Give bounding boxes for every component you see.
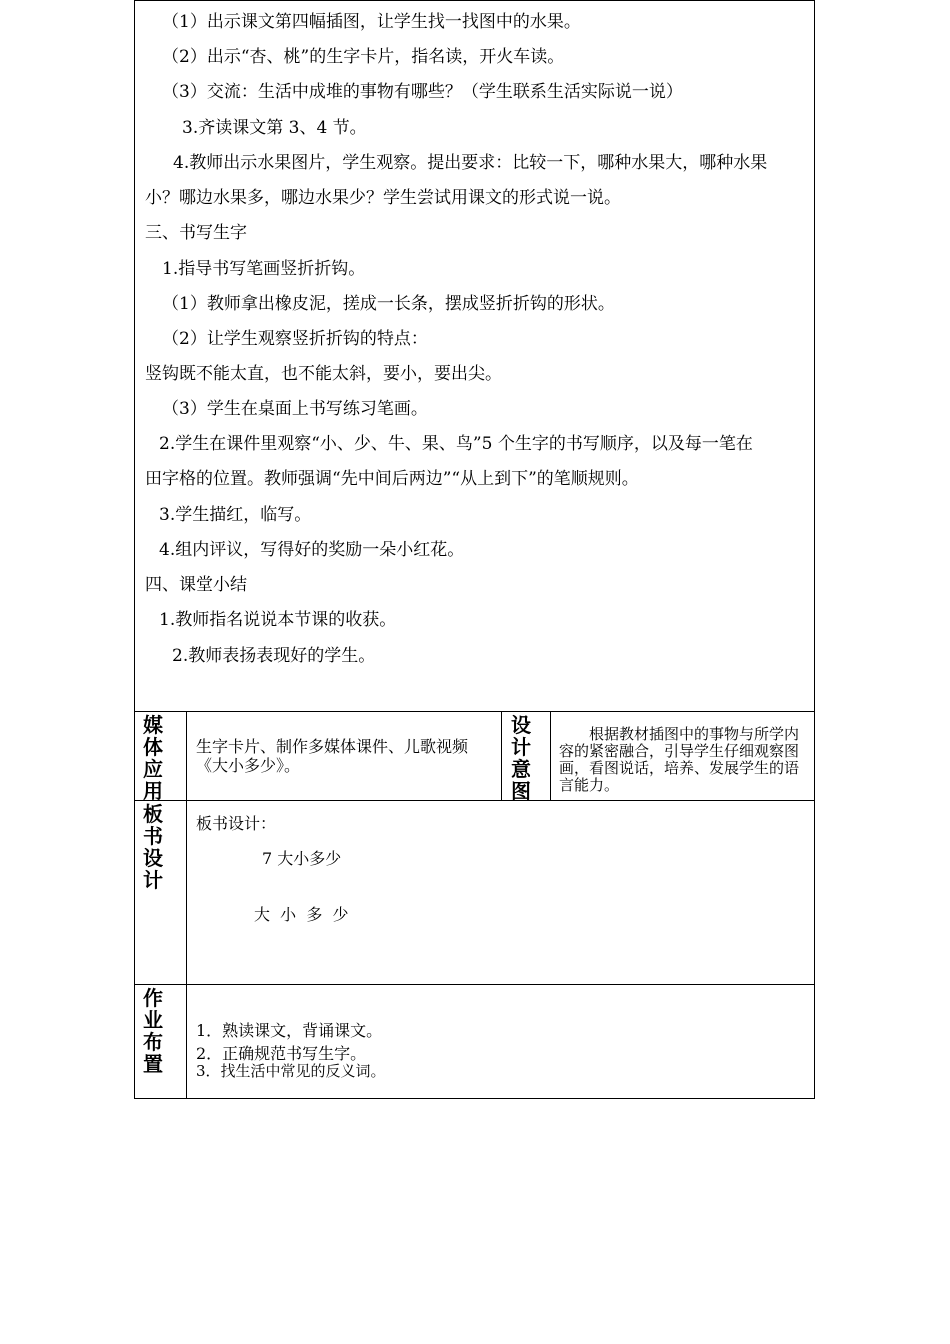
homework-item: 1．熟读课文，背诵课文。 <box>196 1021 383 1040</box>
procedure-line: 1.教师指名说说本节课的收获。 <box>159 610 397 630</box>
procedure-line: 2.学生在课件里观察“小、少、牛、果、鸟”5 个生字的书写顺序，以及每一笔在 <box>159 434 753 454</box>
homework-label-cell <box>135 985 187 1098</box>
homework-row <box>135 985 814 1098</box>
procedure-line: （3）学生在桌面上书写练习笔画。 <box>162 399 428 419</box>
board-label: 板书设计 <box>143 802 163 892</box>
homework-item: 3．找生活中常见的反义词。 <box>196 1062 386 1080</box>
procedure-line: 小？哪边水果多，哪边水果少？学生尝试用课文的形式说一说。 <box>145 188 621 208</box>
board-title: 7 大小多少 <box>262 849 342 868</box>
media-label: 媒体应用 <box>143 713 163 803</box>
procedure-line: （2）出示“杏、桃”的生字卡片，指名读，开火车读。 <box>162 47 565 67</box>
design-intent-content: 根据教材插图中的事物与所学内容的紧密融合，引导学生仔细观察图画，看图说话，培养、发展学生的语言能力。 <box>559 725 800 794</box>
procedure-line: （3）交流：生活中成堆的事物有哪些？（学生联系生活实际说一说） <box>162 82 683 102</box>
procedure-line: 4.组内评议，写得好的奖励一朵小红花。 <box>159 540 465 560</box>
board-heading: 板书设计： <box>196 814 277 833</box>
procedure-line: 田字格的位置。教师强调“先中间后两边”“从上到下”的笔顺规则。 <box>145 469 639 489</box>
section-heading: 四、课堂小结 <box>145 575 247 595</box>
procedure-line: 竖钩既不能太直，也不能太斜，要小，要出尖。 <box>145 364 502 384</box>
procedure-line: 4.教师出示水果图片，学生观察。提出要求：比较一下，哪种水果大，哪种水果 <box>173 153 768 173</box>
procedure-line: （1）教师拿出橡皮泥，搓成一长条，摆成竖折折钩的形状。 <box>162 294 615 314</box>
procedure-line: 1.指导书写笔画竖折折钩。 <box>162 259 366 279</box>
homework-label: 作业布置 <box>143 986 163 1076</box>
media-content: 生字卡片、制作多媒体课件、儿歌视频《大小多少》。 <box>196 737 469 775</box>
design-intent-label: 设计意图 <box>511 713 531 803</box>
board-characters: 大 小 多 少 <box>254 905 349 924</box>
media-label-cell <box>135 712 187 803</box>
procedure-line: 3.齐读课文第 3、4 节。 <box>182 118 367 138</box>
procedure-line: （1）出示课文第四幅插图，让学生找一找图中的水果。 <box>162 12 581 32</box>
column-divider <box>501 712 502 800</box>
procedure-line: （2）让学生观察竖折折钩的特点： <box>162 329 428 349</box>
procedure-line: 3.学生描红，临写。 <box>159 505 312 525</box>
homework-item: 2．正确规范书写生字。 <box>196 1044 367 1063</box>
lesson-plan-table <box>134 0 815 1099</box>
section-heading: 三、书写生字 <box>145 223 247 243</box>
media-row <box>135 712 814 801</box>
procedure-line: 2.教师表扬表现好的学生。 <box>172 646 376 666</box>
teaching-procedure-cell <box>135 1 814 712</box>
board-row <box>135 801 814 985</box>
board-label-cell <box>135 801 187 984</box>
column-divider <box>550 712 551 800</box>
